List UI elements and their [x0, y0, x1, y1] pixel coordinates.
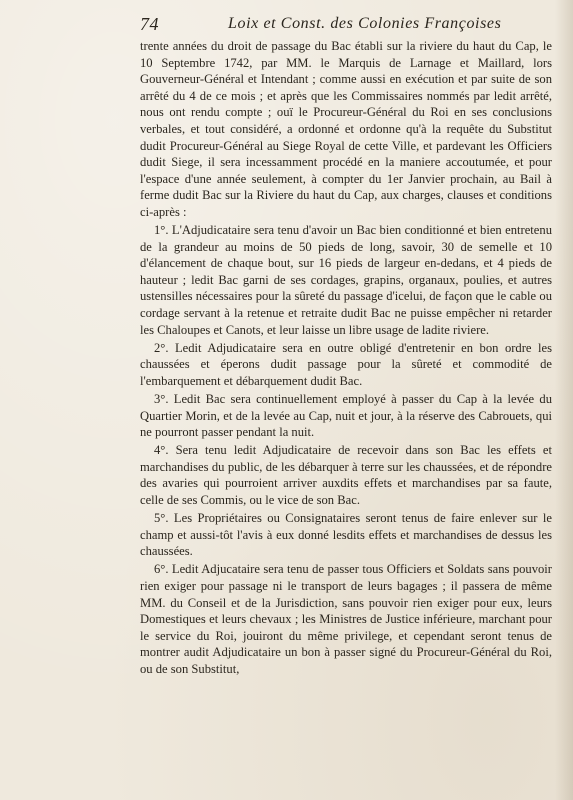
running-title: Loix et Const. des Colonies Françoises — [228, 15, 502, 32]
paragraph-article-4: 4°. Sera tenu ledit Adjudicataire de recevoir dans son Bac les effets et marchandises du public, de les débarquer à terre sur les chaussées, et de répondre des avaries qui pourroient arriver auxdits effets et marchandises par sa faute, celle de ses Commis, ou le vice de son Bac. — [140, 443, 552, 508]
paragraph-preamble: trente années du droit de passage du Bac établi sur la riviere du haut du Cap, le 10 Septembre 1742, par MM. le Marquis de Larnage et Maillard, lors Gouverneur-Général et Intendant ; comme aussi en exécution et par suite de son arrêté du 4 de ce mois ; et après que les Commissaires nommés par ledit arrêté, nous ont rendu compte ; ouï le Procureur-Général du Roi en ses conclusions verbales, et tout considéré, a ordonné et ordonne qu'à la requête du Substitut dudit Procureur-Général au Siege Royal de cette Ville, et pardevant les Officiers dudit Siege, il sera incessamment procédé en la maniere accoutumée, et pour l'espace d'une année seulement, à compter du 1er Janvier prochain, au Bail à ferme dudit Bac sur la Riviere du haut du Cap, aux charges, clauses et conditions ci-après : — [140, 39, 552, 219]
paragraph-article-3: 3°. Ledit Bac sera continuellement employé à passer du Cap à la levée du Quartier Morin, et de la levée au Cap, nuit et jour, à la réserve des Cabrouets, qui ne pourront passer pendant la nuit. — [140, 391, 552, 440]
body-text — [140, 38, 552, 679]
page-header — [140, 14, 560, 36]
paragraph-article-6: 6°. Ledit Adjucataire sera tenu de passer tous Officiers et Soldats sans pouvoir rien exiger pour passage ni le transport de leurs bagages ; il passera de même MM. du Conseil et de la Jurisdiction, sans pouvoir rien exiger pour eux, leurs Domestiques et leurs chevaux ; les Ministres de Justice inférieure, marchant pour le service du Roi, jouiront du même privilege, et cependant seront tenus de montrer audit Adjudicataire un bon à passer signé du Procureur-Général du Roi, ou de son Substitut, — [140, 562, 552, 676]
paragraph-article-2: 2°. Ledit Adjudicataire sera en outre obligé d'entretenir en bon ordre les chaussées et éperons dudit passage pour la sûreté et commodité de l'embarquement et débarquement dudit Bac. — [140, 340, 552, 388]
paragraph-article-1: 1°. L'Adjudicataire sera tenu d'avoir un Bac bien conditionné et bien entretenu de la grandeur au moins de 50 pieds de long, savoir, 30 de semelle et 10 d'élancement de chaque bout, sur 16 pieds de largeur en-dedans, et 4 pieds de hauteur ; ledit Bac garni de ses cordages, grapins, organaux, poulies, et autres ustensilles nécessaires pour la sûreté du passage d'icelui, de façon que le cable ou cordage servant à la retenue et retraite dudit Bac ne puisse empêcher ni retarder les Chaloupes et Canots, et leur laisse un libre usage de ladite riviere. — [140, 223, 552, 337]
page-number: 74 — [140, 14, 159, 34]
paragraph-article-5: 5°. Les Propriétaires ou Consignataires seront tenus de faire enlever sur le champ et aussi-tôt l'avis à eux donné lesdits effets et marchandises de dessus les chaussées. — [140, 511, 552, 559]
page-gutter-shadow — [555, 0, 573, 800]
